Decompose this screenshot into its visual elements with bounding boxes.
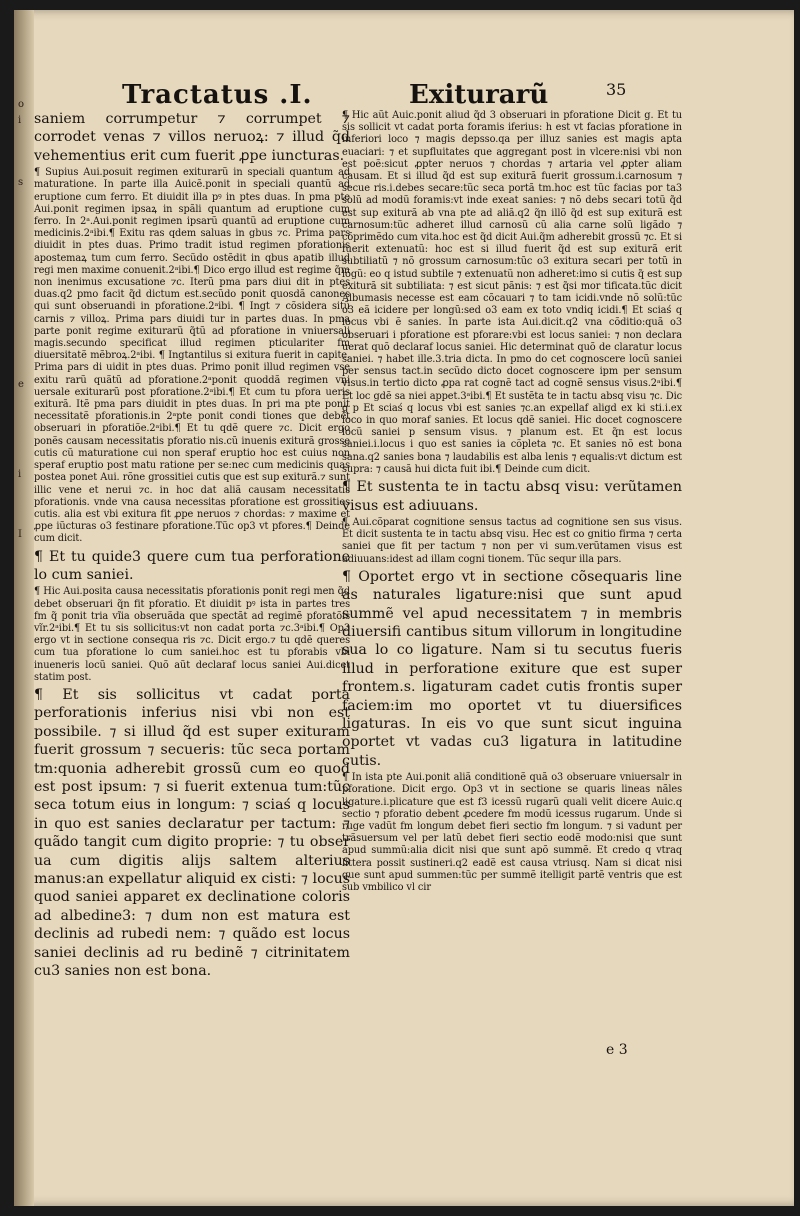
text-passage: ¶ Oportet ergo vt in sectione cõsequaris line as naturales ligature:nisi que sunt apud summẽ vel apud necessitatem ⁊ in membris diuersifi cantibus situm villorum in longitudine sua lo co ligature. Nam si tu secutus fueris illud in perforatione exiture que est super frontem.s. ligaturam cadet cutis frontis super faciem:im mo oportet vt tu diuersifices ligaturas. In eis vo que sunt sicut inguina oportet vt vadas cu3 ligatura in latitudine cutis. <box>342 568 682 769</box>
margin-mark: o <box>18 99 25 110</box>
text-passage: ¶ Et tu quide3 quere cum tua perforatione lo cum saniei. <box>34 548 350 583</box>
margin-mark: e <box>18 379 24 390</box>
commentary-passage: ¶ Supius Aui.posuit regimen exiturarũ in speciali quantum ad maturatione. In parte illa Auicẽ.ponit in speciali quantũ ad eruptione cum ferro. Et diuidit illa pꝰ in ptes duas. In pma pte Aui.ponit regimen ipsaꝝ in spãli quantum ad eruptione cum ferro. In 2ᵃ.Aui.ponit regimen ipsarũ quantũ ad eruptione cum medicinis.2ᵃibi.¶ Exitu ras qdem saluas in gbus ⁊c. Prima pars diuidit in ptes duas. Primo tradit istud regimen pforationis apostemaꝝ tum cum ferro. Secũdo ostẽdit in qbus apatib illud regi men maxime conuenit.2ᵃibi.¶ Dico ergo illud est regime q̃m non inenimus excusatione ⁊c. Iterũ pma pars diui dit in ptes duas.q2 pmo facit q̃d dictum est.secũdo ponit quosdã canones qui sunt obseruandi in pforatione.2ᵃibi. ¶ Ingt ⁊ cõsidera sitũ carnis ⁊ villoꝝ. Prima pars diuidi tur in partes duas. In pma parte ponit regime exiturarũ q̃tũ ad pforatione in vniuersali magis.secundo specificat illud regimen pticulariter fm diuersitatẽ mẽbroꝝ.2ᵃibi. ¶ Ingtantilus si exitura fuerit in capite. Prima pars di uidit in ptes duas. Primo ponit illud regimen vse exitu rarũ quãtũ ad pforatione.2ᵃponit quoddã regimen vni uersale exiturarũ post pforatione.2ᵃibi.¶ Et cum tu pfora ueris exiturã. Itẽ pma pars diuidit in ptes duas. In pri ma pte ponit necessitatẽ pforationis.in 2ᵃpte ponit condi tiones que debẽt obseruari in pforatiõe.2ᵃibi.¶ Et tu qdẽ quere ⁊c. Dicit ergo ponẽs causam necessitatis pforatio nis.cũ inuenis exiturã grosse cutis cũ maturatione cui non speraf eruptio hoc est cuius non speraf eruptio post matu ratione per se:nec cum medicinis quas postea ponet Aui. rõne grossitiei cutis que est sup exiturã.⁊ sunt illic vene et nerui ⁊c. in hoc dat aliã causam necessitatis pforationis. vnde vna causa necessitas pforatione est grossities cutis. alia est vbi exitura fit ꝓpe neruos ⁊ chordas: ⁊ maxime et ꝓpe iũcturas o3 festinare pforatione.Tũc op3 vt pfores.¶ Deinde cum dicit. <box>34 167 350 545</box>
commentary-passage: ¶ Aui.cõparat cognitione sensus tactus ad cognitione sen sus visus. Et dicit sustenta te in tactu absq visu. Hec est co gnitio firma ⁊ certa saniei que fit per tactum ⁊ non per vi sum.verũtamen visus est adiuuans:idest ad illam cogni tionem. Tũc sequr illa pars. <box>342 516 682 565</box>
manuscript-page <box>14 10 794 1206</box>
margin-mark: i <box>18 469 22 480</box>
text-passage: ¶ Et sis sollicitus vt cadat porta perforationis inferius nisi vbi non est possibile. ⁊ si illud q̃d est super exituram fuerit grossum ⁊ secueris: tũc seca portam tm:quonia adherebit grossũ cum eo quod est post ipsum: ⁊ si fuerit extenua tum:tũc seca totum eius in longum: ⁊ sciaś q locus in quo est sanies declaratur per tactum: ⁊ quãdo tangit cum digito proprie: ⁊ tu obser ua cum digitis alijs saltem alterius manus:an expellatur aliquid ex cisti: ⁊ locus quod saniei apparet ex declinatione coloris ad albedine3: ⁊ dum non est matura est declinis ad rubedi nem: ⁊ quãdo est locus saniei declinis ad ru bedinẽ ⁊ citrinitatem cu3 sanies non est bona. <box>34 686 350 980</box>
commentary-passage: ¶ In ista pte Aui.ponit aliã conditionẽ quã o3 obseruare vniuersalr in pforatione. Dicit ergo. Op3 vt in sectione se quaris lineas nãles ligature.i.plicature que est f3 icessũ rugarũ quali velit dicere Auic.q sectio ⁊ pforatio debent ꝓcedere fm modũ icessus rugarum. Unde si ruge vadũt fm longum debet fieri sectio fm longum. ⁊ si vadunt per trãsuersum vel per latũ debet fieri sectio eodẽ modo:nisi que sunt apud summũ:alia dicit nisi que sunt apõ summẽ. Et credo q vtraq littera possit sustineri.q2 eadẽ est causa vtriusq. Nam si dicat nisi que sunt apud summen:tũc per summẽ itelligit partẽ ventris que est sub vmbilico vl cir <box>342 772 682 894</box>
folio-number: 35 <box>606 80 627 99</box>
margin-mark: s <box>18 177 24 188</box>
running-header-right: Exiturarũ <box>409 80 549 110</box>
right-text-column <box>342 110 682 896</box>
left-text-column <box>34 110 350 982</box>
commentary-passage: ¶ Hic aũt Auic.ponit aliud q̃d 3 obseruari in pforatione Dicit g. Et tu sis sollicit vt cadat porta foramis iferius: h est vt facias pforatione in inferiori loco ⁊ magis depsso.qa per illuz sanies est magis apta euaciari: ⁊ et supfluitates que aggregant post in vlcere:nisi vbi non est poẽ:sicut ꝓpter neruos ⁊ chordas ⁊ artaria vel ꝓpter aliam causam. Et si illud q̃d est sup exiturã fuerit grossum.i.carnosum ⁊ secue ris.i.debes secare:tũc seca portã tm.hoc est tũc facias por ta3 solũ ad modũ foramis:vt inde exeat sanies: ⁊ nõ debs secari totũ q̃d est sup exiturã ab vna pte ad aliã.q2 q̃n illõ q̃d est sup exiturã est carnosum:tũc adheret illud carnosũ cũ alia carne solũ ligãdo ⁊ cõprimẽdo cum vita.hoc est q̃d dicit Aui.q̃m adherebit grossũ ⁊c. Et si fuerit extenuatũ: hoc est si illud fuerit q̃d est sup exiturã erit subtiliatũ ⁊ nõ grossum carnosum:tũc o3 exitura secari per totũ in lõgũ: eo q istud subtile ⁊ extenuatũ non adheret:imo si cutis q̃ est sup exiturã sit subtiliata: ⁊ est sicut pãnis: ⁊ est q̃si mor tificata.tũc dicit Albumasis necesse est eam cõcauari ⁊ to tam icidi.vnde nõ solũ:tũc o3 eã icidere per longũ:sed o3 eam ex toto vndiq icidi.¶ Et sciaś q locus vbi ẽ sanies. In parte ista Aui.dicit.q2 vna cõditio:quã o3 obseruari i pforatione est pforare:vbi est locus saniei: ⁊ non declara uerat quõ declaraf locus saniei. Hic determinat quõ de claratur locus saniei. ⁊ habet ille.3.tria dicta. In pmo do cet cognoscere locũ saniei per sensus tact.in secũdo dicto docet cognoscere ipm per sensum visus.in tertio dicto ꝓpa rat cognẽ tact ad cognẽ sensus visus.2ᵃibi.¶ Et loc gdẽ sa niei appet.3ᵃibi.¶ Et sustẽta te in tactu absq visu ⁊c. Dic g p Et sciaś q locus vbi est sanies ⁊c.an expellaf aligd ex ki sti.i.ex loco in quo moraf sanies. Et locus qdẽ saniei. Hic docet cognoscere locũ saniei p sensum visus. ⁊ planum est. Et q̃n est locus saniei.i.locus i quo est sanies ia cõpleta ⁊c. Et sanies nõ est bona sana.q2 sanies bona ⁊ laudabilis est alba lenis ⁊ equalis:vt dictum est supra: ⁊ causã hui dicta fuit ibi.¶ Deinde cum dicit. <box>342 110 682 475</box>
running-header-left: Tractatus .I. <box>122 80 313 110</box>
text-passage: ¶ Et sustenta te in tactu absq visu: verũtamen visus est adiuuans. <box>342 479 682 514</box>
commentary-passage: ¶ Hic Aui.posita causa necessitatis pforationis ponit regi men q̃d debet obseruari q̃n fit pforatio. Et diuidit pꝰ ista in partes tres fm q̃ ponit tria vĩia obseruãda que spectãt ad regimẽ pforatõis vĩr.2ᵃibi.¶ Et tu sis sollicitus:vt non cadat porta ⁊c.3ᵃibi.¶ Op3 ergo vt in sectione consequa ris ⁊c. Dicit ergo.⁊ tu qdẽ queres cum tua pforatione lo cum saniei.hoc est tu pforabis vbi inueneris locũ saniei. Quõ aũt declaraf locus saniei Aui.dicet statim post. <box>34 586 350 683</box>
text-passage: saniem corrumpetur ⁊ corrumpet ⁊ corrodet venas ⁊ villos neruoꝝ: ⁊ illud q̃d vehementius erit cum fuerit ꝓpe iuncturas. <box>34 111 350 164</box>
margin-mark: I <box>18 529 22 540</box>
book-gutter <box>14 10 34 1206</box>
margin-mark: i <box>18 115 22 126</box>
signature-mark: e 3 <box>606 1042 628 1058</box>
